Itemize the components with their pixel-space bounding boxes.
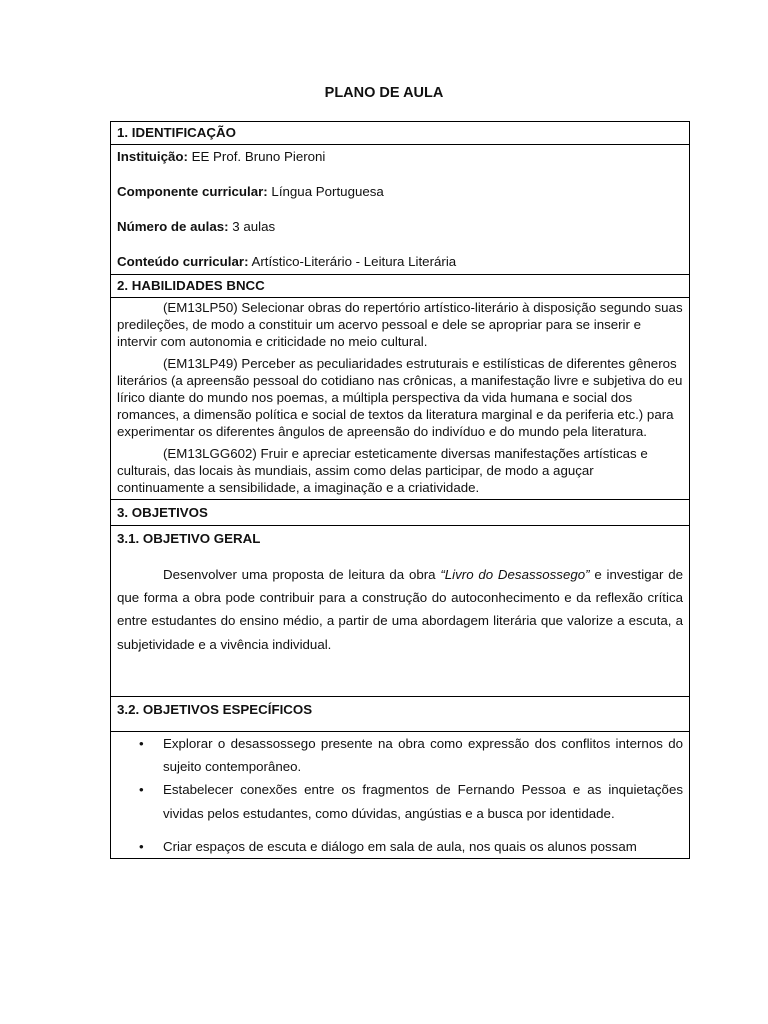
objetivos-especificos-header-row xyxy=(111,697,690,732)
list-item xyxy=(117,778,683,824)
habilidades-header-row xyxy=(111,275,690,298)
identificacao-header: 1. IDENTIFICAÇÃO xyxy=(111,122,690,145)
objetivos-especificos-header: 3.2. OBJETIVOS ESPECÍFICOS xyxy=(111,697,690,732)
list-item xyxy=(117,732,683,778)
componente-field xyxy=(117,183,683,200)
document-title: PLANO DE AULA xyxy=(324,85,444,101)
numero-aulas-value: 3 aulas xyxy=(228,219,276,234)
objetivo-geral-header: 3.1. OBJETIVO GERAL xyxy=(117,531,261,546)
objetivo-especifico-text: Estabelecer conexões entre os fragmentos de Fernando Pessoa e as inquietações vividas pelos estudantes, como dúvidas, angústias e a busca por identidade. xyxy=(163,782,683,821)
identificacao-body-row xyxy=(111,145,690,275)
habilidade-em13lp49: (EM13LP49) Perceber as peculiaridades estruturais e estilísticas de diferentes gêneros literários (a apreensão pessoal do cotidiano nas crônicas, a manifestação livre e subjetiva do eu lírico diante do mundo nos poemas, a múltipla perspectiva da vida humana e social dos romances, a dimensão política e social de textos da literatura marginal e da periferia etc.) para experimentar os diferentes ângulos de apreensão do indivíduo e do mundo pela literatura. xyxy=(117,356,683,439)
bullet-icon: • xyxy=(139,782,144,798)
habilidade-em13lgg602: (EM13LGG602) Fruir e apreciar esteticamente diversas manifestações artísticas e culturais, das locais às mundiais, assim como delas participar, de modo a aguçar continuamente a sensibilidade, a imaginação e a criatividade. xyxy=(117,446,648,495)
componente-label: Componente curricular: xyxy=(117,184,268,199)
bullet-icon: • xyxy=(139,736,144,751)
instituicao-label: Instituição: xyxy=(117,149,188,164)
instituicao-value: EE Prof. Bruno Pieroni xyxy=(187,149,326,164)
objetivos-especificos-body xyxy=(111,732,690,859)
objetivos-header: 3. OBJETIVOS xyxy=(111,500,690,526)
habilidades-body xyxy=(111,298,690,500)
objetivo-geral-row xyxy=(111,526,690,697)
objetivo-geral-text-after: e investigar de que forma a obra pode contribuir para a construção do autoconhecimento e da reflexão crítica entre estudantes do ensino médio, a partir de uma abordagem literária que valorize a escuta, a subjetividade e a vivência individual. xyxy=(117,567,683,652)
habilidades-header: 2. HABILIDADES BNCC xyxy=(111,275,690,298)
bullet-icon: • xyxy=(139,838,144,854)
lesson-plan-table xyxy=(110,121,690,859)
objetivo-geral-text-before: Desenvolver uma proposta de leitura da obra xyxy=(163,567,441,582)
obra-title: “Livro do Desassossego” xyxy=(440,567,590,582)
objetivo-geral-text xyxy=(117,563,683,656)
numero-aulas-label: Número de aulas: xyxy=(117,219,229,234)
objetivos-especificos-body-row xyxy=(111,732,690,859)
componente-value: Língua Portuguesa xyxy=(267,184,384,199)
conteudo-value: Artístico-Literário - Leitura Literária xyxy=(248,254,457,269)
identificacao-header-row xyxy=(111,122,690,145)
objetivo-especifico-text: Explorar o desassossego presente na obra como expressão dos conflitos internos do sujeito contemporâneo. xyxy=(163,736,683,775)
conteudo-field xyxy=(117,253,683,270)
list-item xyxy=(117,835,683,858)
objetivos-header-row xyxy=(111,500,690,526)
conteudo-label: Conteúdo curricular: xyxy=(117,254,249,269)
habilidades-body-row xyxy=(111,298,690,500)
habilidade-em13lp50: (EM13LP50) Selecionar obras do repertório artístico-literário à disposição segundo suas predileções, de modo a constituir um acervo pessoal e dele se apropriar para se inserir e intervir com autonomia e criticidade no meio cultural. xyxy=(117,300,683,349)
objetivo-especifico-text: Criar espaços de escuta e diálogo em sala de aula, nos quais os alunos possam xyxy=(163,838,637,854)
instituicao-field xyxy=(117,148,683,165)
objetivos-especificos-list xyxy=(117,732,683,858)
numero-aulas-field xyxy=(117,218,683,235)
identificacao-body xyxy=(111,145,690,275)
objetivo-geral-cell xyxy=(111,526,690,697)
